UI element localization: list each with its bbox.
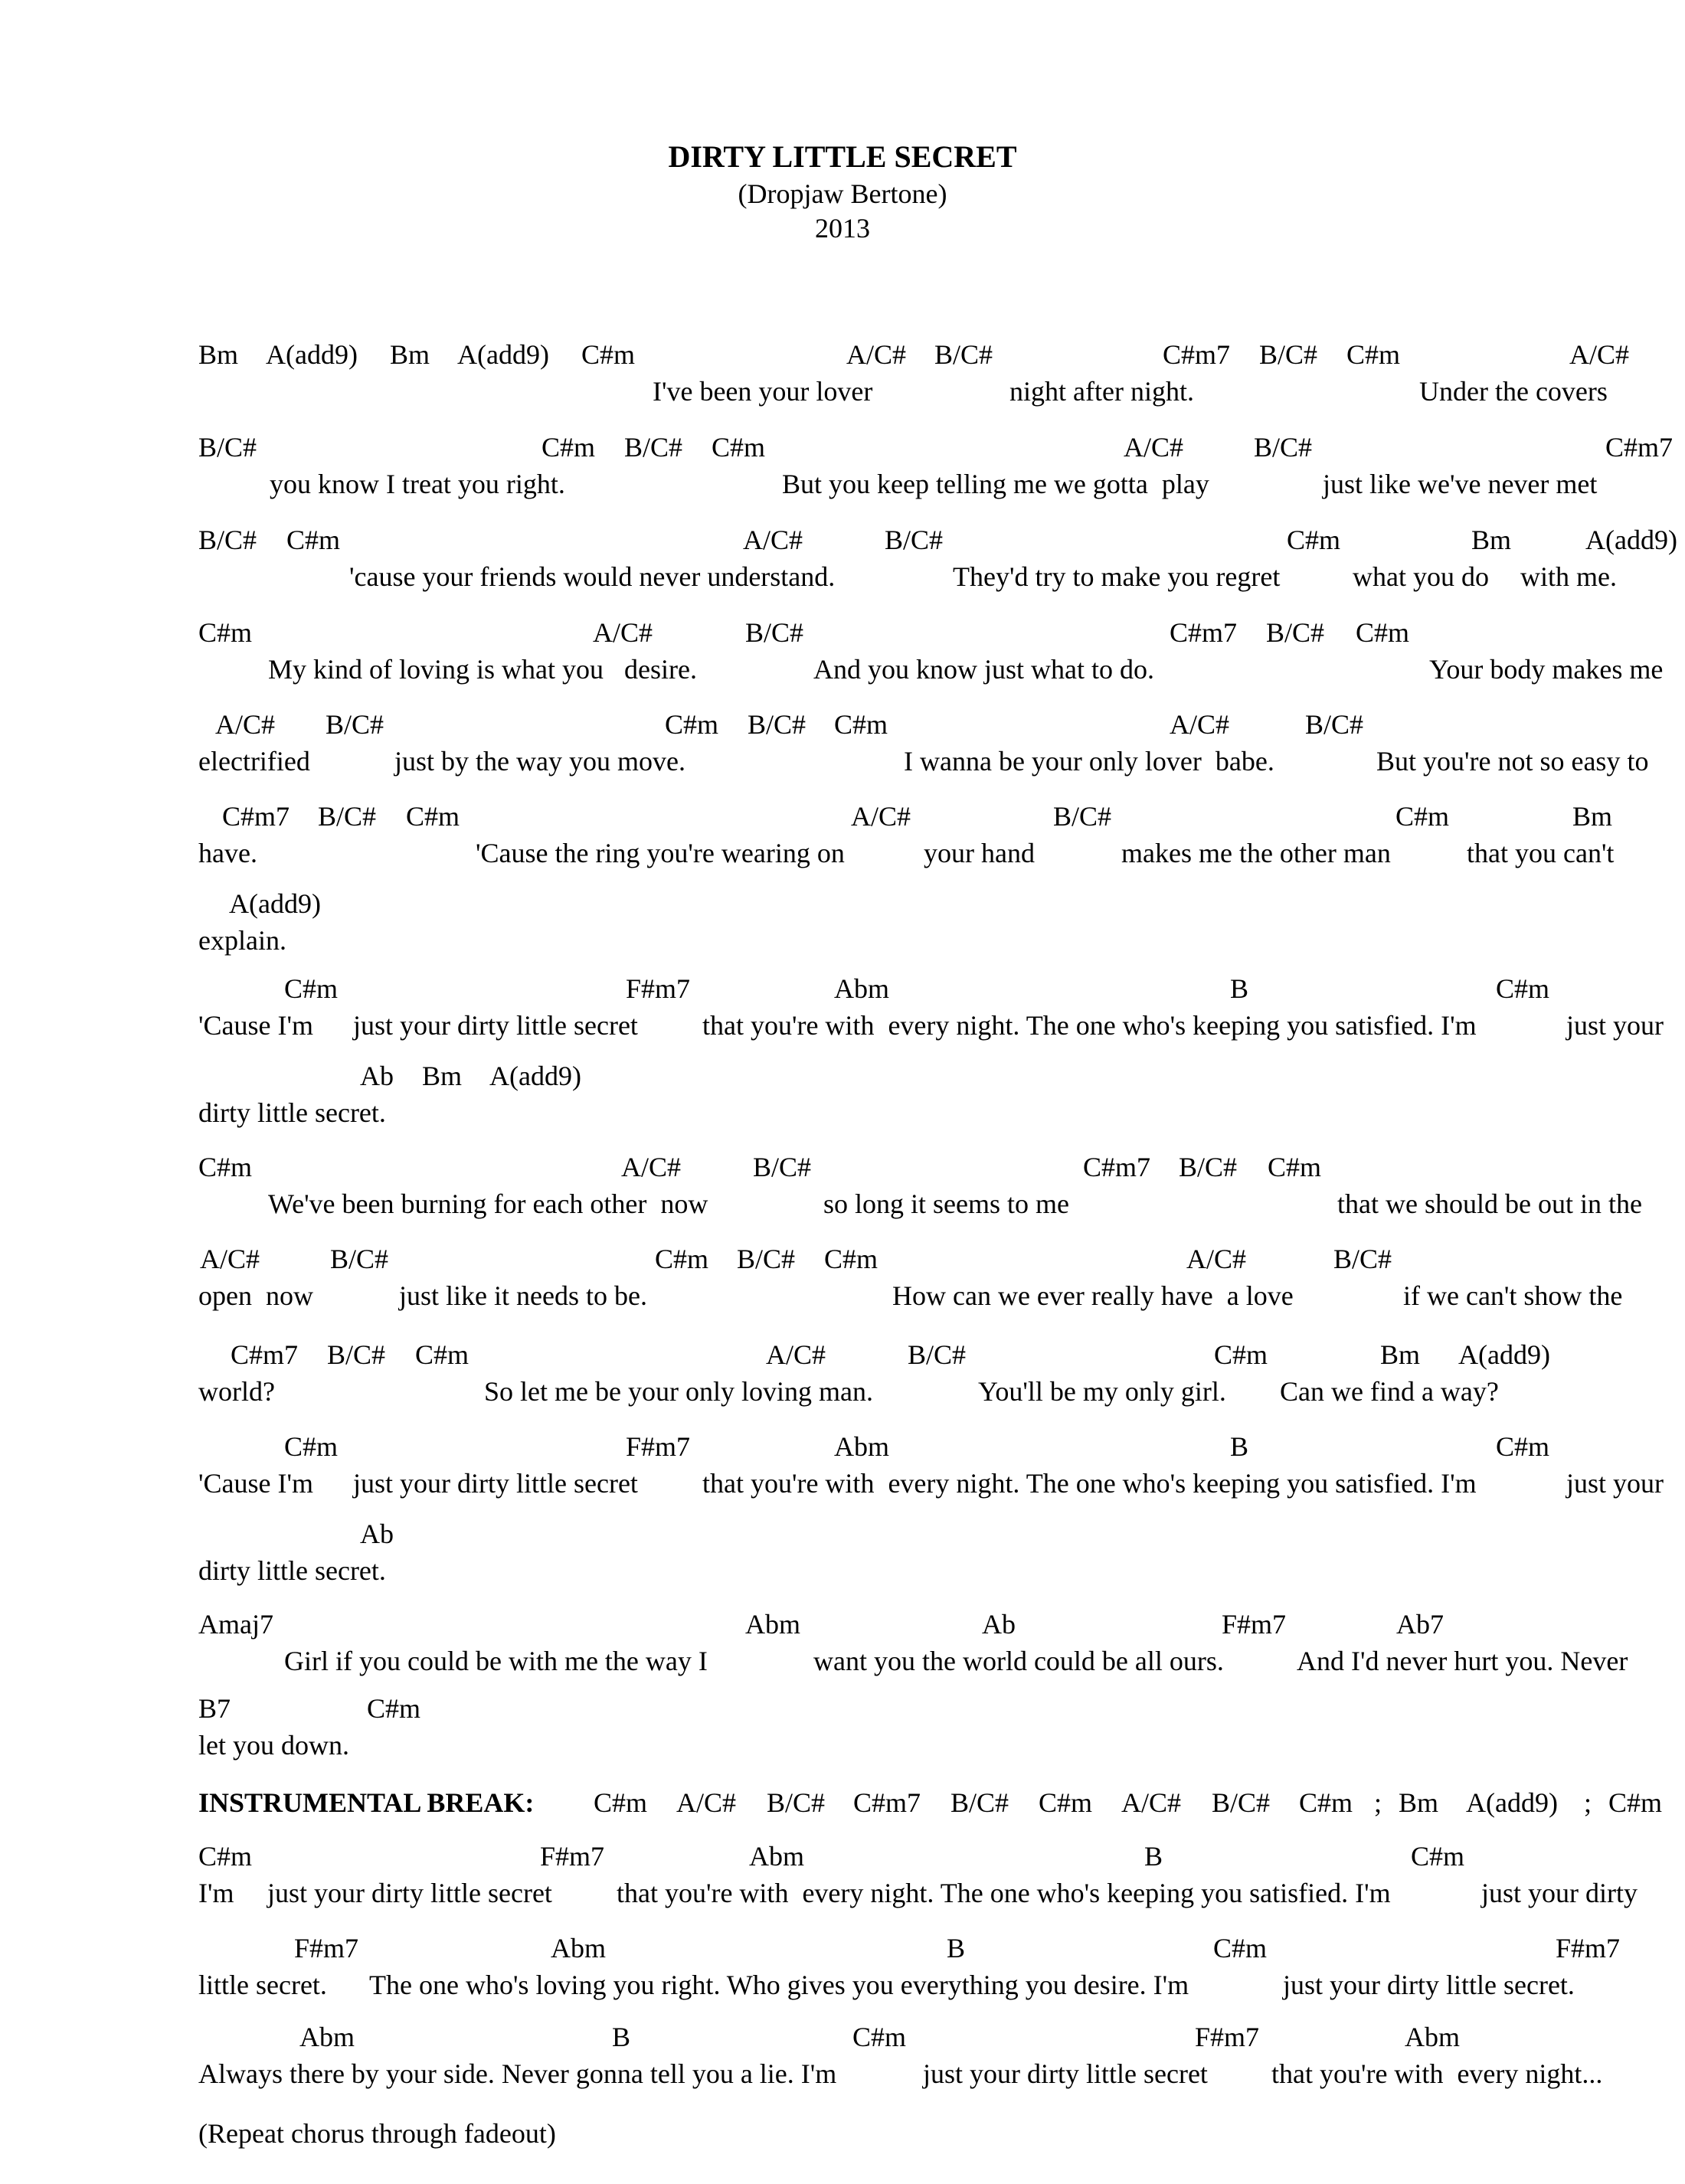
sheet-text: A(add9) — [266, 339, 358, 370]
sheet-text: Bm — [1572, 801, 1613, 832]
sheet-text: 'cause your friends would never understand. — [349, 561, 836, 592]
sheet-text: C#m — [1395, 801, 1450, 832]
sheet-text: C#m7 — [1083, 1152, 1151, 1182]
sheet-text: F#m7 — [1195, 2022, 1260, 2052]
section-label: INSTRUMENTAL BREAK: — [198, 1787, 535, 1818]
sheet-text: A/C# — [766, 1339, 826, 1370]
sheet-text: B/C# — [1053, 801, 1112, 832]
sheet-text: You'll be my only girl. — [978, 1376, 1226, 1407]
sheet-text: C#m — [284, 1431, 339, 1462]
sheet-text: A/C# — [1569, 339, 1630, 370]
sheet-text: Amaj7 — [198, 1609, 273, 1640]
sheet-text: But you're not so easy to — [1376, 746, 1649, 776]
sheet-text: Girl if you could be with me the way I — [284, 1646, 708, 1676]
sheet-text: F#m7 — [540, 1841, 605, 1872]
sheet-text: A/C# — [1124, 432, 1184, 463]
sheet-text: that you're with every night. The one who's keeping you satisfied. I'm — [702, 1468, 1477, 1499]
sheet-text: F#m7 — [294, 1933, 359, 1963]
sheet-text: C#m — [852, 2022, 907, 2052]
sheet-text: B/C# — [198, 432, 257, 463]
sheet-text: A(add9) — [1585, 525, 1677, 555]
sheet-text: They'd try to make you regret — [953, 561, 1281, 592]
sheet-text: C#m — [1213, 1933, 1268, 1963]
sheet-text: that you're with every night... — [1271, 2058, 1603, 2089]
sheet-text: My kind of loving is what you desire. — [268, 654, 697, 685]
sheet-text: C#m — [594, 1787, 648, 1818]
sheet-text: So let me be your only loving man. — [484, 1376, 873, 1407]
sheet-text: B/C# — [950, 1787, 1009, 1818]
sheet-text: C#m — [1496, 1431, 1550, 1462]
sheet-text: A/C# — [676, 1787, 737, 1818]
sheet-text: B/C# — [1212, 1787, 1271, 1818]
sheet-text: C#m — [541, 432, 596, 463]
sheet-text: A(add9) — [489, 1061, 581, 1091]
sheet-text: that you can't — [1467, 838, 1615, 868]
sheet-text: A(add9) — [1458, 1339, 1550, 1370]
sheet-text: B7 — [198, 1693, 231, 1724]
sheet-text: makes me the other man — [1121, 838, 1391, 868]
sheet-text: C#m — [367, 1693, 421, 1724]
sheet-text: just like we've never met — [1323, 469, 1598, 499]
sheet-text: And I'd never hurt you. Never — [1297, 1646, 1628, 1676]
sheet-text: But you keep telling me we gotta play — [782, 469, 1209, 499]
sheet-text: B/C# — [753, 1152, 812, 1182]
sheet-text: A/C# — [215, 709, 276, 740]
sheet-text: little secret. — [198, 1970, 327, 2000]
sheet-text: A/C# — [200, 1244, 260, 1274]
sheet-text: just your — [1566, 1468, 1664, 1499]
sheet-text: 'Cause I'm — [198, 1468, 313, 1499]
sheet-text: with me. — [1520, 561, 1617, 592]
sheet-text: Ab — [360, 1061, 394, 1091]
sheet-text: Bm — [422, 1061, 463, 1091]
sheet-text: dirty little secret. — [198, 1555, 386, 1586]
sheet-text: C#m — [1346, 339, 1401, 370]
sheet-text: B — [612, 2022, 631, 2052]
sheet-text: let you down. — [198, 1730, 349, 1761]
sheet-text: B/C# — [767, 1787, 826, 1818]
sheet-text: B/C# — [198, 525, 257, 555]
sheet-text: Ab7 — [1396, 1609, 1444, 1640]
sheet-text: Abm — [834, 1431, 889, 1462]
sheet-text: B/C# — [330, 1244, 389, 1274]
sheet-text: B/C# — [745, 617, 804, 648]
sheet-text: B/C# — [624, 432, 683, 463]
sheet-text: B/C# — [908, 1339, 967, 1370]
sheet-text: B/C# — [1305, 709, 1364, 740]
sheet-text: Can we find a way? — [1280, 1376, 1499, 1407]
sheet-text: your hand — [924, 838, 1035, 868]
sheet-text: that you're with every night. The one who's keeping you satisfied. I'm — [617, 1878, 1391, 1908]
sheet-text: C#m — [1608, 1787, 1663, 1818]
sheet-text: Abm — [299, 2022, 355, 2052]
sheet-text: open now — [198, 1280, 313, 1311]
sheet-text: B/C# — [1266, 617, 1325, 648]
sheet-text: explain. — [198, 925, 286, 956]
sheet-text: Bm — [1471, 525, 1512, 555]
sheet-text: B/C# — [318, 801, 377, 832]
sheet-text: B — [947, 1933, 966, 1963]
sheet-text: Bm — [1399, 1787, 1439, 1818]
sheet-text: C#m — [415, 1339, 470, 1370]
sheet-text: Ab — [360, 1519, 394, 1549]
sheet-text: B/C# — [934, 339, 993, 370]
sheet-text: C#m7 — [231, 1339, 299, 1370]
sheet-text: B/C# — [1179, 1152, 1238, 1182]
sheet-text: C#m — [198, 1152, 253, 1182]
song-year: 2013 — [815, 213, 870, 244]
sheet-text: F#m7 — [1556, 1933, 1621, 1963]
sheet-text: A/C# — [621, 1152, 682, 1182]
sheet-text: C#m7 — [1163, 339, 1231, 370]
sheet-text: C#m — [1268, 1152, 1322, 1182]
sheet-text: 'Cause the ring you're wearing on — [476, 838, 845, 868]
sheet-text: C#m — [834, 709, 888, 740]
sheet-text: A/C# — [851, 801, 911, 832]
sheet-text: 'Cause I'm — [198, 1010, 313, 1041]
sheet-text: just your — [1566, 1010, 1664, 1041]
sheet-text: C#m — [655, 1244, 709, 1274]
sheet-text: The one who's loving you right. Who gives you everything you desire. I'm — [369, 1970, 1189, 2000]
sheet-text: B/C# — [1259, 339, 1318, 370]
sheet-text: B/C# — [1333, 1244, 1392, 1274]
sheet-text: C#m — [1287, 525, 1341, 555]
sheet-text: B/C# — [327, 1339, 386, 1370]
sheet-text: F#m7 — [1222, 1609, 1287, 1640]
sheet-text: A/C# — [1170, 709, 1230, 740]
sheet-text: just like it needs to be. — [399, 1280, 647, 1311]
sheet-text: C#m — [198, 617, 253, 648]
sheet-text: C#m — [1039, 1787, 1093, 1818]
sheet-text: C#m — [1214, 1339, 1268, 1370]
sheet-text: C#m7 — [1605, 432, 1674, 463]
sheet-text: I'm — [198, 1878, 234, 1908]
sheet-text: (Repeat chorus through fadeout) — [198, 2118, 556, 2149]
sheet-text: How can we ever really have a love — [892, 1280, 1294, 1311]
song-artist: (Dropjaw Bertone) — [738, 178, 947, 209]
sheet-text: C#m — [284, 973, 339, 1004]
sheet-text: that you're with every night. The one who's keeping you satisfied. I'm — [702, 1010, 1477, 1041]
sheet-text: C#m — [406, 801, 460, 832]
sheet-text: Always there by your side. Never gonna tell you a lie. I'm — [198, 2058, 837, 2089]
sheet-text: B/C# — [748, 709, 807, 740]
sheet-text: C#m — [286, 525, 341, 555]
sheet-text: A(add9) — [457, 339, 549, 370]
sheet-text: what you do — [1353, 561, 1489, 592]
sheet-text: Your body makes me — [1429, 654, 1664, 685]
sheet-text: Bm — [390, 339, 430, 370]
sheet-text: just your dirty — [1481, 1878, 1638, 1908]
sheet-text: if we can't show the — [1403, 1280, 1623, 1311]
sheet-text: C#m — [1356, 617, 1410, 648]
sheet-text: Abm — [745, 1609, 800, 1640]
sheet-text: ; — [1584, 1787, 1592, 1818]
sheet-text: dirty little secret. — [198, 1097, 386, 1128]
sheet-text: just your dirty little secret. — [1283, 1970, 1575, 2000]
sheet-text: just your dirty little secret — [923, 2058, 1208, 2089]
sheet-text: B — [1144, 1841, 1163, 1872]
sheet-text: I wanna be your only lover babe. — [904, 746, 1274, 776]
sheet-text: We've been burning for each other now — [268, 1188, 708, 1219]
song-title: DIRTY LITTLE SECRET — [668, 139, 1017, 174]
sheet-text: C#m — [1411, 1841, 1465, 1872]
sheet-text: B/C# — [885, 525, 944, 555]
sheet-text: A/C# — [1121, 1787, 1182, 1818]
sheet-text: just your dirty little secret — [353, 1468, 638, 1499]
sheet-text: C#m — [1496, 973, 1550, 1004]
sheet-text: I've been your lover — [653, 376, 873, 407]
sheet-text: C#m — [1299, 1787, 1353, 1818]
sheet-text: Ab — [982, 1609, 1016, 1640]
sheet-text: ; — [1374, 1787, 1382, 1818]
sheet-text: you know I treat you right. — [270, 469, 565, 499]
sheet-text: A(add9) — [1466, 1787, 1558, 1818]
sheet-text: just your dirty little secret — [353, 1010, 638, 1041]
sheet-text: just your dirty little secret — [267, 1878, 552, 1908]
sheet-text: have. — [198, 838, 257, 868]
sheet-text: Under the covers — [1419, 376, 1608, 407]
sheet-text: B — [1230, 973, 1249, 1004]
sheet-text: Abm — [1405, 2022, 1460, 2052]
sheet-text: just by the way you move. — [394, 746, 685, 776]
sheet-text: F#m7 — [626, 973, 691, 1004]
sheet-text: Abm — [749, 1841, 804, 1872]
sheet-text: B/C# — [326, 709, 384, 740]
sheet-text: C#m7 — [1170, 617, 1238, 648]
sheet-text: A/C# — [743, 525, 803, 555]
sheet-text: C#m7 — [853, 1787, 921, 1818]
sheet-text: C#m — [581, 339, 636, 370]
sheet-text: C#m — [824, 1244, 878, 1274]
sheet-text: A(add9) — [229, 888, 321, 919]
sheet-text: that we should be out in the — [1337, 1188, 1642, 1219]
sheet-text: B — [1230, 1431, 1249, 1462]
sheet-text: B/C# — [737, 1244, 796, 1274]
sheet-text: night after night. — [1009, 376, 1194, 407]
sheet-text: Bm — [198, 339, 239, 370]
sheet-text: And you know just what to do. — [813, 654, 1154, 685]
sheet-text: want you the world could be all ours. — [813, 1646, 1224, 1676]
sheet-text: A/C# — [846, 339, 907, 370]
sheet-text: C#m — [198, 1841, 253, 1872]
sheet-text: world? — [198, 1376, 275, 1407]
sheet-text: C#m — [712, 432, 766, 463]
sheet-text: Bm — [1380, 1339, 1421, 1370]
sheet-text: C#m — [665, 709, 719, 740]
sheet-text: electrified — [198, 746, 310, 776]
sheet-text: F#m7 — [626, 1431, 691, 1462]
sheet-text: Abm — [834, 973, 889, 1004]
sheet-text: A/C# — [593, 617, 653, 648]
sheet-text: B/C# — [1254, 432, 1313, 463]
sheet-text: Abm — [551, 1933, 606, 1963]
sheet-text: A/C# — [1186, 1244, 1247, 1274]
sheet-text: so long it seems to me — [823, 1188, 1069, 1219]
sheet-text: C#m7 — [222, 801, 290, 832]
